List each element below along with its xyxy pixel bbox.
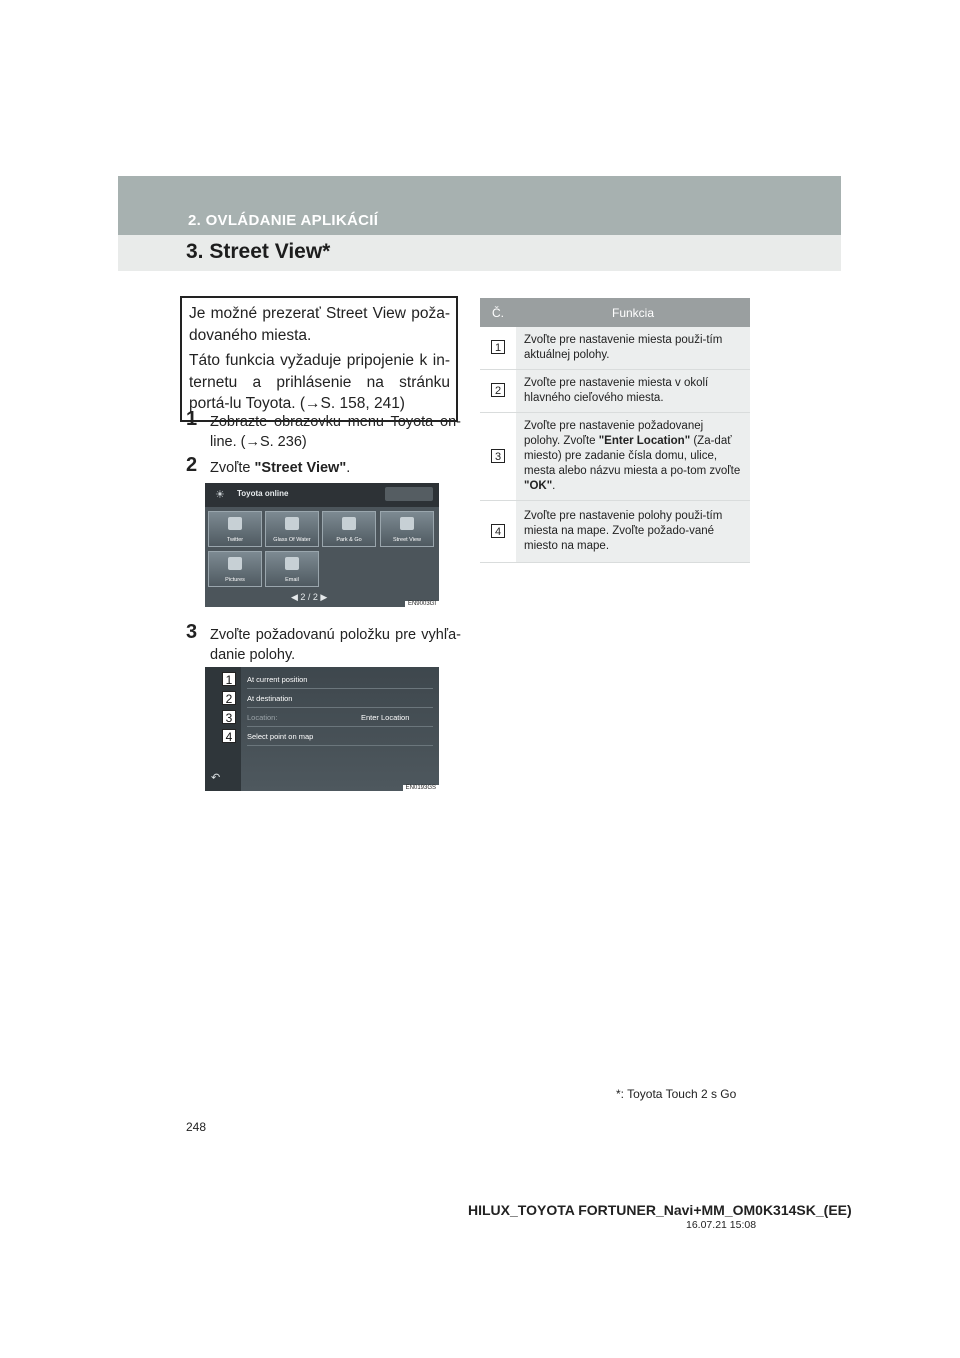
callout-4: 4 (222, 729, 236, 743)
cell-text-bold: "OK" (524, 480, 553, 492)
cell-text-part: (Za-dať miesto) pre zadanie čísla domu, ulice, mesta alebo názvu miesta a po-tom zvoľte (524, 435, 741, 477)
screen-title: Toyota online (237, 489, 289, 498)
step-number: 2 (186, 454, 198, 476)
tile-park-and-go[interactable] (322, 511, 376, 547)
status-icons (385, 487, 433, 501)
toyota-online-screen (205, 483, 439, 607)
tile-label: Twitter (226, 537, 244, 543)
table-row (480, 370, 750, 413)
table-cell-text: Zvoľte pre nastavenie miesta použi-tím aktuálnej polohy. (516, 327, 750, 370)
step-text (186, 458, 461, 478)
email-icon (285, 557, 299, 570)
back-arrow-icon[interactable]: ↶ (211, 772, 221, 784)
step-text: Zvoľte požadovanú položku pre vyhľa-danie polohy. (210, 627, 461, 663)
cell-text-part: . (552, 480, 556, 492)
parking-icon (342, 517, 356, 530)
cell-text-part: Zvoľte pre nastavenie požadovanej polohy. Zvoľte (524, 420, 704, 447)
globe-icon: ☀ (215, 489, 225, 501)
tile-label: Street View (392, 537, 422, 543)
table-cell-number (480, 370, 516, 413)
tile-label: Park & Go (336, 537, 362, 543)
number-badge: 1 (491, 340, 505, 354)
footnote: *: Toyota Touch 2 s Go (616, 1087, 737, 1101)
column-header-number: Č. (480, 298, 516, 327)
pager[interactable]: ◀ 2 / 2 ▶ (291, 592, 328, 602)
function-table (480, 298, 750, 563)
row-current-position[interactable] (247, 671, 433, 689)
callout-2: 2 (222, 691, 236, 705)
step-3 (186, 621, 461, 665)
tile-pictures[interactable] (208, 551, 262, 587)
row-label: Select point on map (247, 732, 314, 741)
image-code: EN0193GS (403, 785, 439, 791)
row-label: At destination (247, 694, 293, 703)
intro-paragraph-1: Je možné prezerať Street View poža-dovaného miesta. (189, 305, 450, 344)
twitter-icon (228, 517, 242, 530)
tile-label: Email (285, 577, 299, 583)
intro-paragraph-2: Táto funkcia vyžaduje pripojenie k in-ternetu a prihlásenie na stránku portá-lu Toyota. (→S. 158, 241) (189, 352, 450, 412)
street-view-icon (400, 517, 414, 530)
row-select-point[interactable] (247, 728, 433, 746)
tile-twitter[interactable] (208, 511, 262, 547)
step-1 (186, 408, 461, 452)
table-cell-number (480, 327, 516, 370)
cell-text-bold: "Enter Location" (598, 435, 691, 447)
row-destination[interactable] (247, 690, 433, 708)
tile-label: Pictures (225, 577, 245, 583)
column-header-function: Funkcia (516, 298, 750, 327)
step-text: Zobrazte obrazovku menu Toyota on-line. (→S. 236) (210, 414, 461, 450)
step-text-suffix: . (346, 460, 351, 476)
callout-1: 1 (222, 672, 236, 686)
table-cell-text (516, 413, 750, 501)
page-title: 3. Street View* (186, 240, 331, 263)
intro-box (180, 296, 458, 422)
table-header-row (480, 298, 750, 327)
number-badge: 3 (491, 449, 505, 463)
table-cell-text: Zvoľte pre nastavenie polohy použi-tím miesta na mape. Zvoľte požado-vané miesto na mape. (516, 501, 750, 563)
table-row (480, 327, 750, 370)
table-cell-number (480, 413, 516, 501)
row-location[interactable] (247, 709, 433, 727)
tile-email[interactable] (265, 551, 319, 587)
step-text-prefix: Zvoľte (210, 460, 255, 476)
page-number: 248 (186, 1120, 207, 1134)
enter-location-button[interactable]: Enter Location (361, 713, 410, 722)
number-badge: 2 (491, 383, 505, 397)
pictures-icon (228, 557, 242, 570)
step-2 (186, 454, 461, 478)
row-label: Location: (247, 713, 278, 722)
callout-3: 3 (222, 710, 236, 724)
table-cell-number (480, 501, 516, 563)
glass-icon (285, 517, 299, 530)
number-badge: 4 (491, 524, 505, 538)
tile-street-view[interactable] (380, 511, 434, 547)
street-view-search-screen (205, 667, 439, 791)
table-row (480, 501, 750, 563)
tile-label: Glass Of Water (273, 537, 311, 543)
section-heading: 2. OVLÁDANIE APLIKÁCIÍ (188, 212, 379, 229)
print-timestamp: 16.07.21 15:08 (686, 1219, 757, 1231)
tile-glass-of-water[interactable] (265, 511, 319, 547)
table-cell-text: Zvoľte pre nastavenie miesta v okolí hlavného cieľového miesta. (516, 370, 750, 413)
document-id: HILUX_TOYOTA FORTUNER_Navi+MM_OM0K314SK_(EE) (468, 1202, 852, 1218)
image-code: EN9003GI (405, 601, 439, 607)
step-text-bold: "Street View" (254, 460, 347, 476)
row-label: At current position (247, 675, 308, 684)
step-number: 3 (186, 621, 198, 643)
table-row (480, 413, 750, 501)
step-number: 1 (186, 408, 198, 430)
